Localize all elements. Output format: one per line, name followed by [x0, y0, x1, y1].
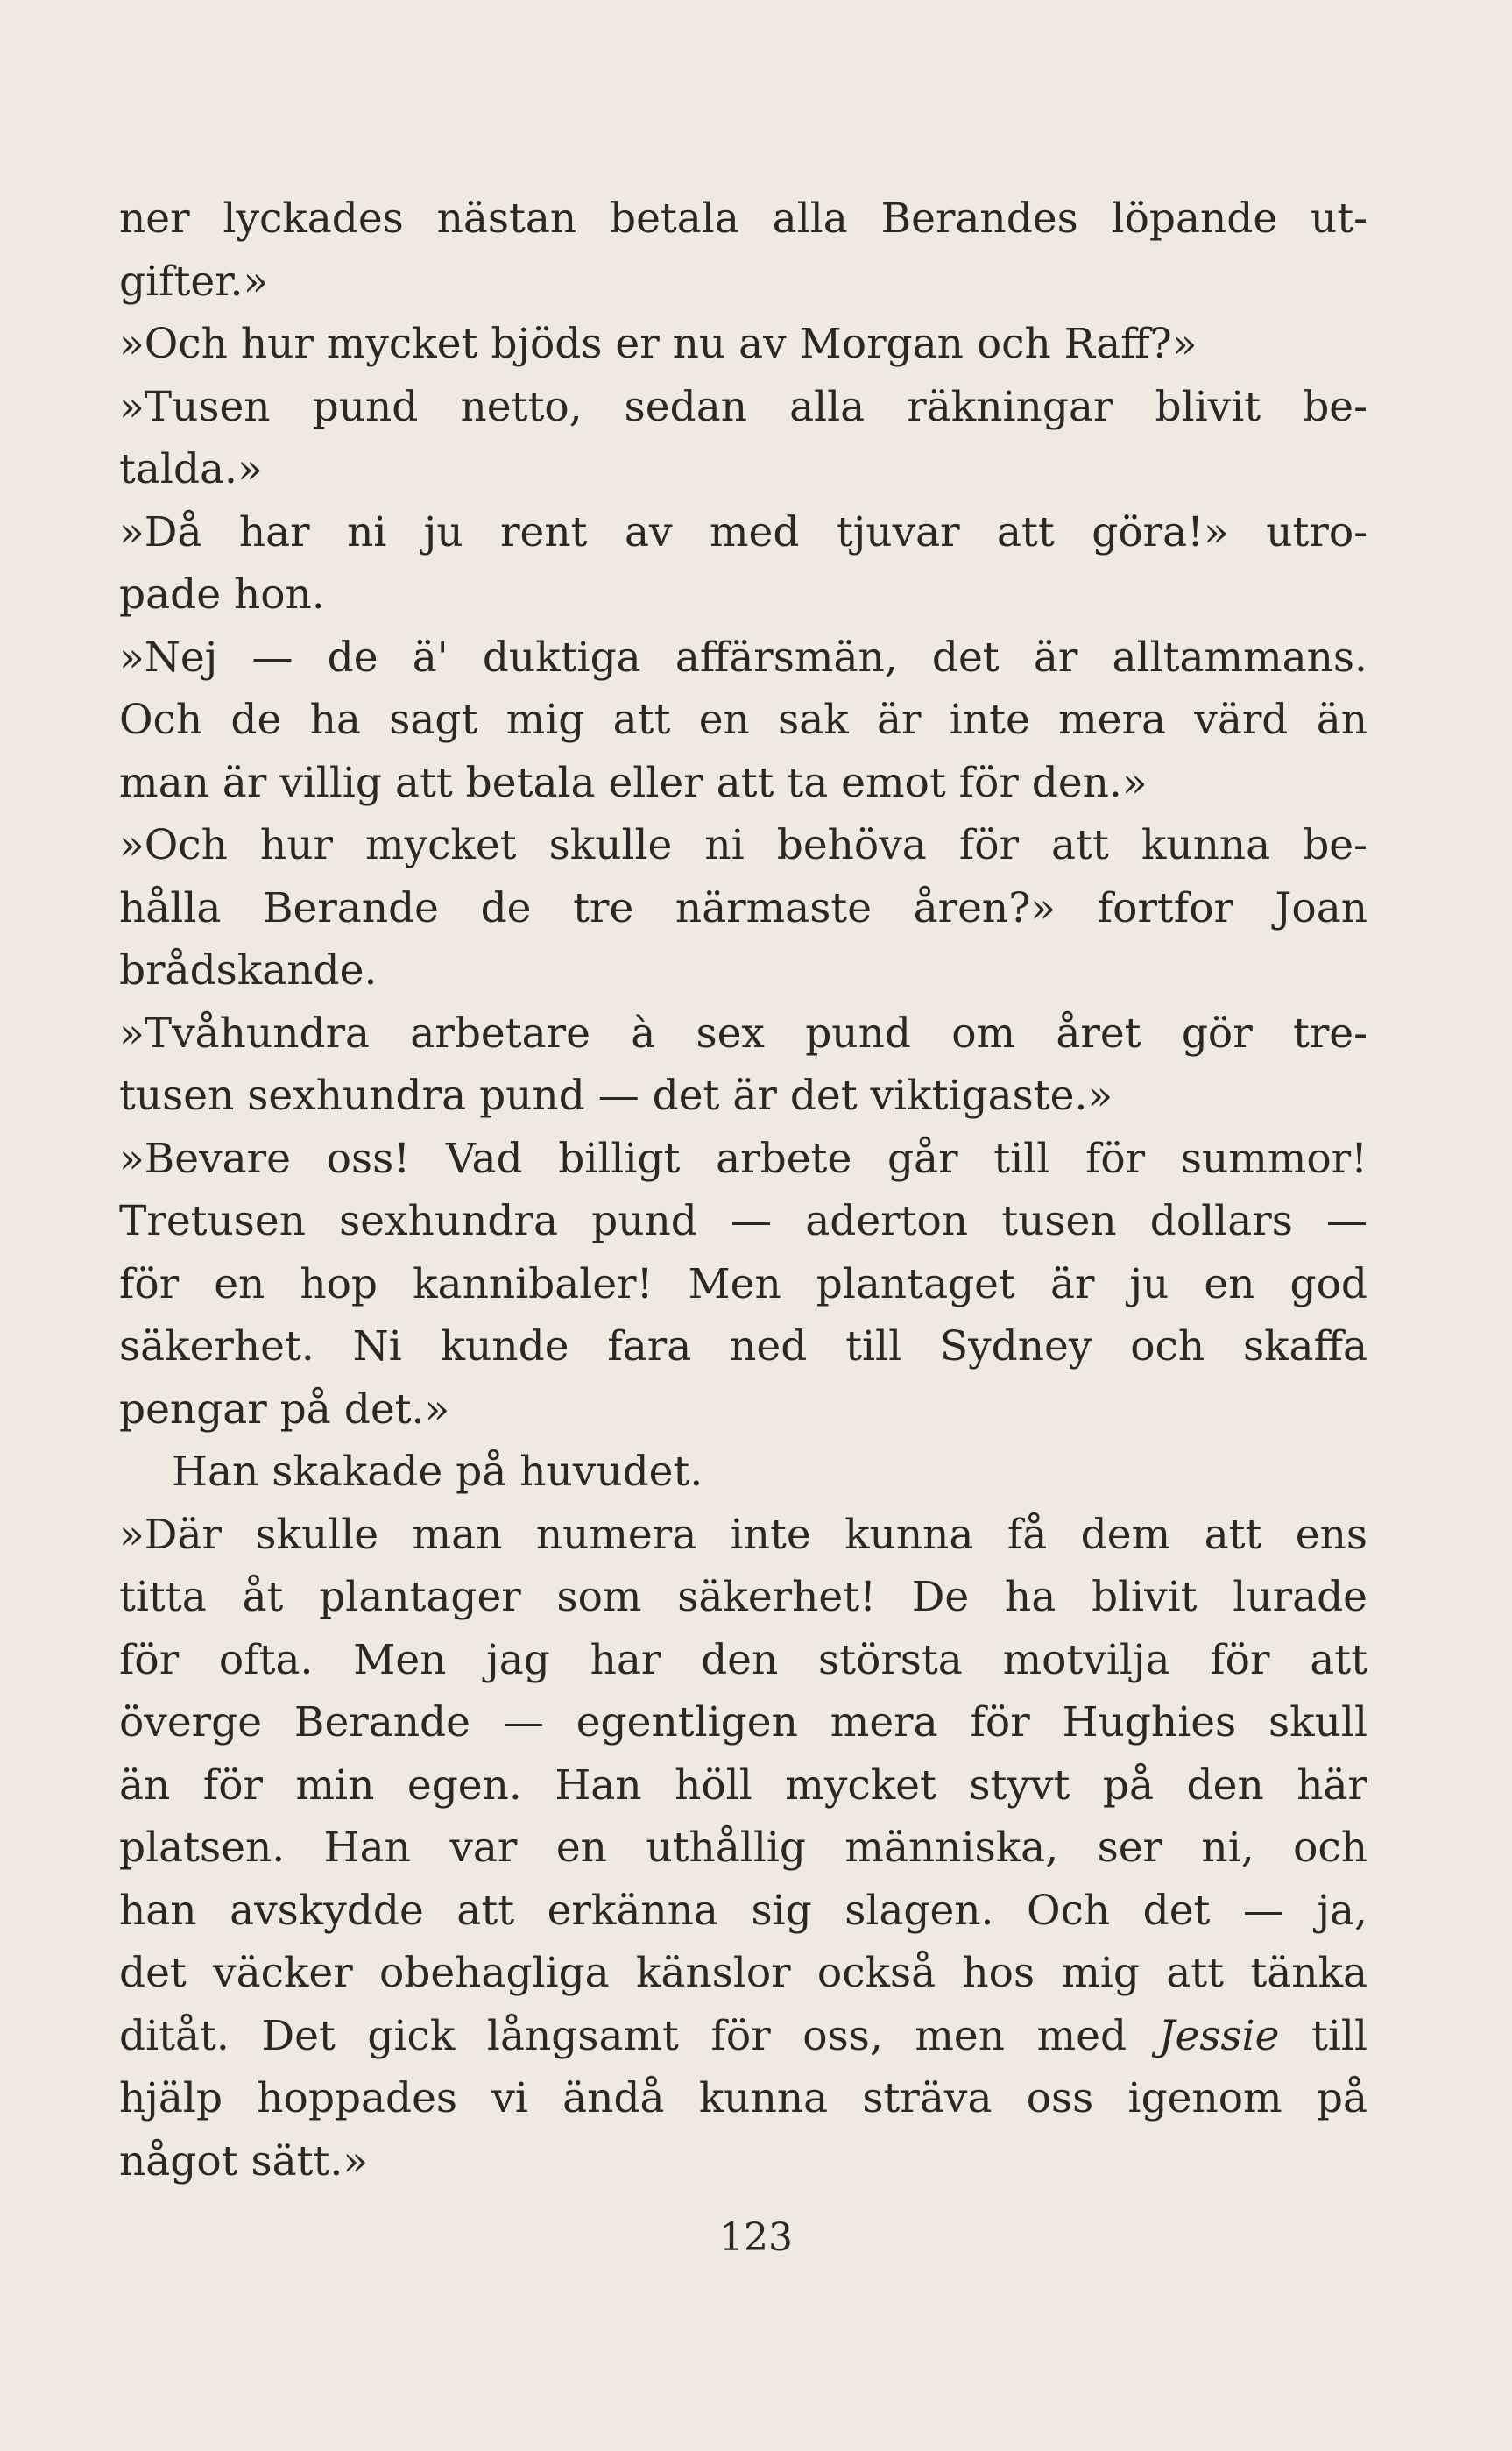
- text-line: »Där skulle man numera inte kunna få dem att ens: [119, 1510, 1367, 1559]
- text-line: ner lyckades nästan betala alla Berandes löpande ut-: [119, 195, 1367, 243]
- text-line: hjälp hoppades vi ändå kunna sträva oss igenom på: [119, 2074, 1367, 2122]
- text-line: man är villig att betala eller att ta emot för den.»: [119, 758, 1148, 807]
- text-line: han avskydde att erkänna sig slagen. Och det — ja,: [119, 1886, 1367, 1935]
- text-line: hålla Berande de tre närmaste åren?» fortfor Joan: [119, 883, 1367, 932]
- text-line: platsen. Han var en uthållig människa, ser ni, och: [119, 1824, 1367, 1872]
- text-line: överge Berande — egentligen mera för Hughies skull: [119, 1698, 1367, 1746]
- text-line-end: till: [1311, 2011, 1367, 2060]
- text-line-start: ditåt. Det gick långsamt för oss, men med: [119, 2011, 1127, 2060]
- text-line: det väcker obehagliga känslor också hos mig att tänka: [119, 1949, 1367, 1997]
- italic-ship-name: Jessie: [1158, 2011, 1280, 2060]
- body-text: [119, 188, 1367, 2192]
- text-line: brådskande.: [119, 946, 378, 995]
- text-line: gifter.»: [119, 257, 269, 306]
- text-line: »Bevare oss! Vad billigt arbete går till för summor!: [119, 1134, 1367, 1183]
- text-line: »Tusen pund netto, sedan alla räkningar blivit be-: [119, 382, 1367, 431]
- text-line: »Tvåhundra arbetare à sex pund om året gör tre-: [119, 1009, 1367, 1058]
- page-number: 123: [719, 2215, 793, 2260]
- text-line: pade hon.: [119, 570, 325, 619]
- text-line: Han skakade på huvudet.: [172, 1448, 703, 1496]
- text-line: tusen sexhundra pund — det är det viktigaste.»: [119, 1072, 1113, 1120]
- text-line: något sätt.»: [119, 2136, 369, 2185]
- text-line: »Och hur mycket bjöds er nu av Morgan och Raff?»: [119, 320, 1198, 368]
- text-line: Och de ha sagt mig att en sak är inte mera värd än: [119, 696, 1367, 744]
- text-line: för ofta. Men jag har den största motvilja för att: [119, 1635, 1367, 1684]
- text-line: talda.»: [119, 445, 263, 493]
- text-line-with-italic: [119, 2005, 1367, 2068]
- text-line: för en hop kannibaler! Men plantaget är ju en god: [119, 1259, 1367, 1308]
- text-line: Tretusen sexhundra pund — aderton tusen dollars —: [119, 1197, 1367, 1245]
- text-line: än för min egen. Han höll mycket styvt på den här: [119, 1760, 1367, 1810]
- text-line: säkerhet. Ni kunde fara ned till Sydney och skaffa: [119, 1322, 1367, 1371]
- text-line: »Nej — de ä' duktiga affärsmän, det är alltammans.: [119, 633, 1367, 682]
- text-line: »Då har ni ju rent av med tjuvar att göra!» utro-: [119, 507, 1367, 556]
- text-line: pengar på det.»: [119, 1385, 450, 1434]
- text-line: titta åt plantager som säkerhet! De ha blivit lurade: [119, 1573, 1367, 1621]
- text-line: »Och hur mycket skulle ni behöva för att kunna be-: [119, 821, 1367, 869]
